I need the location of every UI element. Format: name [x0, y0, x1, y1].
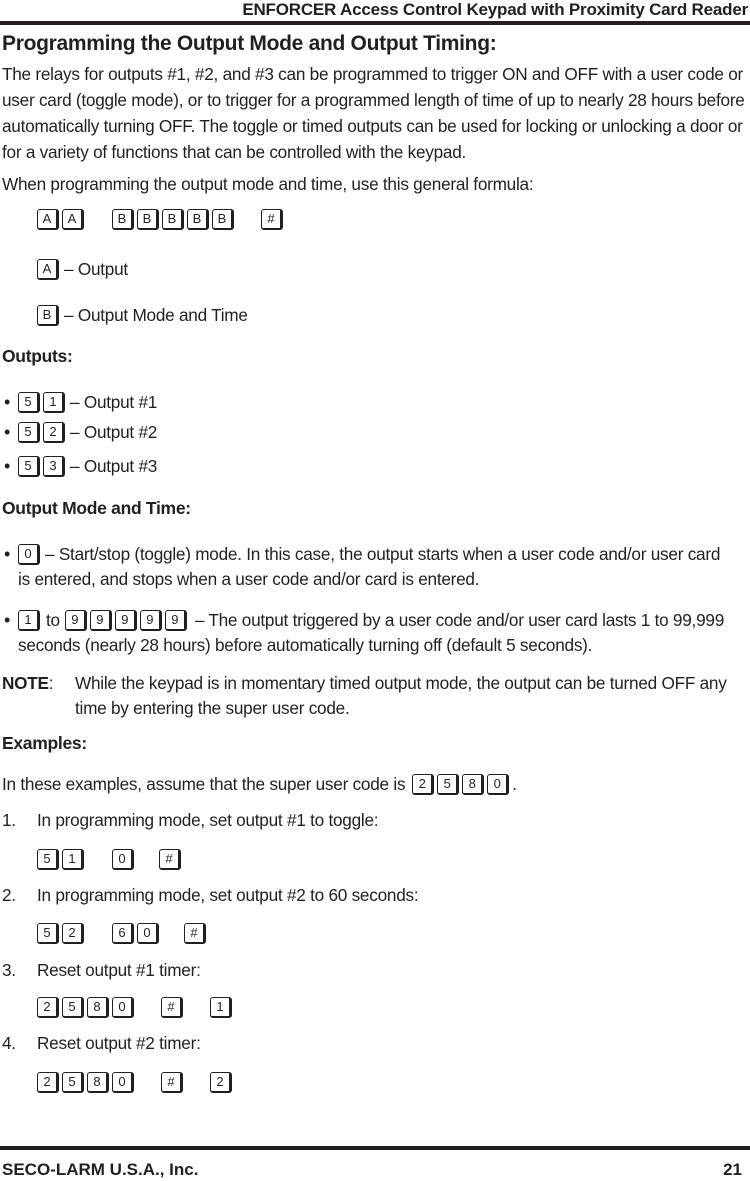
running-header: ENFORCER Access Control Keypad with Proximity Card Reader: [242, 0, 748, 19]
key-2: 2: [43, 422, 65, 443]
key-9: 9: [65, 610, 87, 631]
key-2: 2: [37, 1072, 59, 1093]
key-b: B: [37, 305, 59, 326]
key-2: 2: [210, 1072, 232, 1093]
output-2-text: – Output #2: [70, 422, 158, 442]
key-6: 6: [112, 923, 134, 944]
formula-intro: When programming the output mode and time, use this general formula:: [2, 174, 534, 194]
note-text: While the keypad is in momentary timed output mode, the output can be turned OFF any: [75, 673, 727, 693]
key-hash: #: [184, 923, 206, 944]
output-3-row: [18, 455, 157, 477]
key-hash: #: [261, 209, 283, 230]
note-colon: :: [48, 673, 54, 693]
timed-mode-text-2: seconds (nearly 28 hours) before automatically turning off (default 5 seconds).: [18, 635, 593, 655]
key-5: 5: [37, 849, 59, 870]
key-0: 0: [137, 923, 159, 944]
key-3: 3: [43, 456, 65, 477]
output-2-row: [18, 421, 157, 443]
mode-heading: Output Mode and Time:: [2, 498, 191, 518]
example-4-text: Reset output #2 timer:: [37, 1033, 201, 1053]
header-rule: [0, 21, 750, 25]
key-b: B: [112, 209, 134, 230]
key-hash: #: [159, 849, 181, 870]
bullet: •: [4, 422, 11, 442]
examples-intro-period: .: [512, 774, 517, 794]
page-number: 21: [723, 1160, 742, 1179]
output-1-row: [18, 391, 157, 413]
output-3-text: – Output #3: [70, 456, 158, 476]
key-5: 5: [437, 774, 459, 795]
key-2: 2: [412, 774, 434, 795]
key-b: B: [187, 209, 209, 230]
key-2: 2: [62, 923, 84, 944]
legend-mode: [37, 304, 248, 326]
legend-output: [37, 258, 128, 280]
footer-rule: [0, 1146, 750, 1150]
key-b: B: [212, 209, 234, 230]
key-5: 5: [18, 392, 40, 413]
bullet: •: [4, 610, 11, 630]
examples-intro: In these examples, assume that the super user code is: [2, 774, 406, 794]
key-a: A: [37, 209, 59, 230]
key-1: 1: [210, 997, 232, 1018]
legend-output-text: – Output: [64, 259, 128, 279]
key-0: 0: [487, 774, 509, 795]
example-3-keys: [37, 996, 235, 1018]
key-0: 0: [112, 1072, 134, 1093]
output-1-text: – Output #1: [70, 392, 158, 412]
key-a: A: [37, 259, 59, 280]
key-9: 9: [140, 610, 162, 631]
example-2-keys: [37, 922, 209, 944]
key-hash: #: [161, 1072, 183, 1093]
key-5: 5: [62, 1072, 84, 1093]
key-1: 1: [18, 610, 40, 631]
note-label: NOTE: [2, 673, 49, 693]
section-title: Programming the Output Mode and Output Timing:: [2, 32, 497, 55]
example-4-keys: [37, 1071, 235, 1093]
example-3-number: 3.: [2, 960, 16, 980]
example-4-number: 4.: [2, 1033, 16, 1053]
examples-heading: Examples:: [2, 733, 87, 753]
key-0: 0: [112, 997, 134, 1018]
key-1: 1: [62, 849, 84, 870]
outputs-heading: Outputs:: [2, 346, 73, 366]
bullet: •: [4, 456, 11, 476]
note-label-wrap: [2, 672, 53, 694]
bullet: •: [4, 392, 11, 412]
toggle-mode-row: [18, 543, 720, 565]
key-9: 9: [165, 610, 187, 631]
legend-mode-text: – Output Mode and Time: [64, 305, 248, 325]
key-0: 0: [18, 544, 40, 565]
formula-key-row: [37, 208, 286, 230]
example-1-keys: [37, 848, 184, 870]
footer-company: SECO-LARM U.S.A., Inc.: [2, 1160, 199, 1179]
key-1: 1: [43, 392, 65, 413]
timed-mode-text: – The output triggered by a user code and/or user card lasts 1 to 99,999: [194, 610, 725, 630]
key-a: A: [62, 209, 84, 230]
key-5: 5: [18, 456, 40, 477]
key-b: B: [162, 209, 184, 230]
timed-mode-row: [18, 609, 724, 631]
key-hash: #: [161, 997, 183, 1018]
bullet: •: [4, 544, 11, 564]
key-0: 0: [112, 849, 134, 870]
key-5: 5: [62, 997, 84, 1018]
example-2-text: In programming mode, set output #2 to 60 seconds:: [37, 885, 419, 905]
key-9: 9: [90, 610, 112, 631]
timed-to-word: to: [46, 610, 60, 630]
key-2: 2: [37, 997, 59, 1018]
toggle-mode-text-2: is entered, and stops when a user code and/or card is entered.: [18, 569, 480, 589]
key-b: B: [137, 209, 159, 230]
key-5: 5: [37, 923, 59, 944]
toggle-mode-text: – Start/stop (toggle) mode. In this case, the output starts when a user code and/or user card: [45, 544, 721, 564]
intro-paragraph: The relays for outputs #1, #2, and #3 can be programmed to trigger ON and OFF with a user code or user card (toggle mode), or to trigger for a programmed length of time of up to nearly 28 hours before automatically turning OFF. The toggle or timed outputs can be used for locking or unlocking a door or for a variety of functions that can be controlled with the keypad.: [2, 64, 745, 162]
key-8: 8: [462, 774, 484, 795]
example-2-number: 2.: [2, 885, 16, 905]
key-8: 8: [87, 997, 109, 1018]
example-1-number: 1.: [2, 810, 16, 830]
example-3-text: Reset output #1 timer:: [37, 960, 201, 980]
note-text-2: time by entering the super user code.: [75, 698, 350, 718]
key-8: 8: [87, 1072, 109, 1093]
examples-intro-row: [2, 773, 517, 795]
key-9: 9: [115, 610, 137, 631]
key-5: 5: [18, 422, 40, 443]
example-1-text: In programming mode, set output #1 to toggle:: [37, 810, 379, 830]
